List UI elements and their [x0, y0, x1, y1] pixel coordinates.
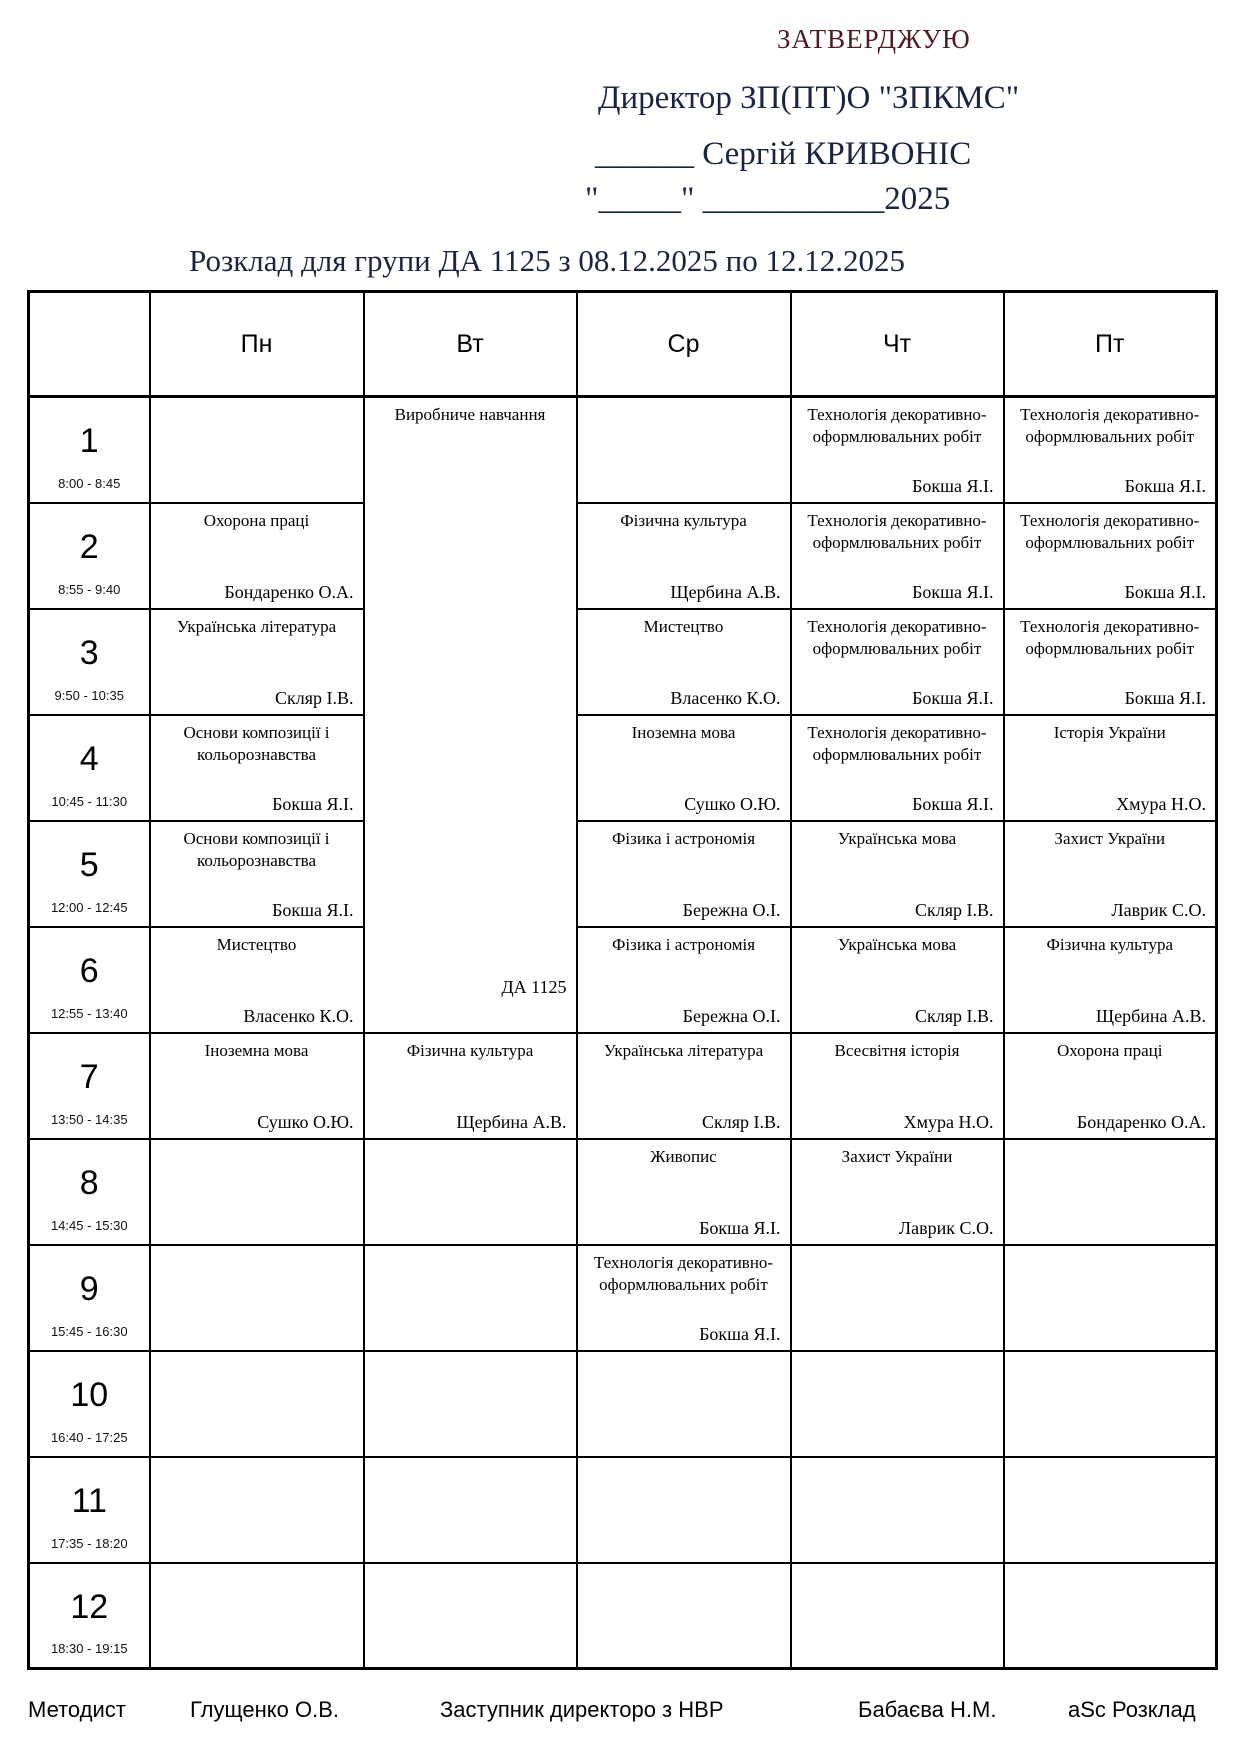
lesson-number: 2: [79, 527, 99, 566]
lesson-number-cell: [29, 1033, 150, 1139]
subject-label: Захист України: [841, 1146, 953, 1166]
schedule-cell: [791, 715, 1004, 821]
teacher-label: Власенко К.О.: [243, 1005, 354, 1026]
schedule-cell: [577, 927, 791, 1033]
lesson-number-cell: [29, 1245, 150, 1351]
schedule-cell: [1004, 503, 1217, 609]
schedule-cell: [150, 609, 364, 715]
table-row: [29, 927, 1217, 1033]
subject-label: Іноземна мова: [204, 1040, 309, 1060]
table-row: [29, 1563, 1217, 1669]
day-header-wed: Ср: [577, 292, 791, 397]
table-row: [29, 1457, 1217, 1563]
asc-schedule-label: aSc Розклад: [1068, 1697, 1196, 1722]
teacher-label: Бондаренко О.А.: [1076, 1111, 1206, 1132]
lesson-time: 8:55 - 9:40: [58, 581, 121, 597]
teacher-label: Скляр І.В.: [701, 1111, 781, 1132]
subject-label: Українська література: [176, 616, 337, 636]
teacher-label: Бокша Я.І.: [272, 793, 354, 814]
table-row: [29, 1351, 1217, 1457]
teacher-label: Бережна О.І.: [682, 899, 781, 920]
subject-label: Охорона праці: [203, 510, 310, 530]
teacher-label: Бережна О.І.: [682, 1005, 781, 1026]
subject-label: Фізична культура: [620, 510, 747, 530]
schedule-cell: [791, 1351, 1004, 1457]
table-row: [29, 1139, 1217, 1245]
subject-label: Технологія декоративно-оформлювальних робіт: [807, 616, 987, 658]
approve-stamp: ЗАТВЕРДЖУЮ: [777, 24, 971, 54]
lesson-number-cell: [29, 609, 150, 715]
subject-label: Живопис: [650, 1146, 717, 1166]
lesson-number: 5: [79, 845, 99, 884]
lesson-time: 9:50 - 10:35: [54, 687, 124, 703]
subject-label: Охорона праці: [1057, 1040, 1163, 1060]
schedule-cell: [150, 397, 364, 503]
footer: [0, 1697, 1241, 1727]
deputy-director-label: Заступник директоро з НВР: [440, 1697, 724, 1722]
lesson-number: 4: [79, 739, 99, 778]
day-header-row: [29, 292, 1217, 397]
schedule-cell: [364, 1033, 577, 1139]
teacher-label: Бокша Я.І.: [699, 1323, 781, 1344]
schedule-cell: [1004, 1245, 1217, 1351]
lesson-number-cell: [29, 1351, 150, 1457]
subject-label: Основи композиції і кольорознавства: [183, 722, 330, 764]
teacher-label: Хмура Н.О.: [1116, 793, 1206, 814]
subject-label: Технологія декоративно-оформлювальних робіт: [807, 722, 987, 764]
subject-label: Фізична культура: [1046, 934, 1174, 954]
schedule-cell: [150, 927, 364, 1033]
teacher-label: Бокша Я.І.: [699, 1217, 781, 1238]
schedule-cell: [577, 609, 791, 715]
teacher-label: Щербина А.В.: [1095, 1005, 1206, 1026]
schedule-cell: [150, 1563, 364, 1669]
director-signature-line: ______ Сергій КРИВОНІС: [595, 136, 972, 172]
teacher-label: Бокша Я.І.: [1124, 581, 1206, 602]
schedule-cell: [1004, 1563, 1217, 1669]
schedule-cell: [577, 1457, 791, 1563]
teacher-label: Бокша Я.І.: [272, 899, 354, 920]
schedule-cell: [1004, 821, 1217, 927]
lesson-number: 10: [70, 1375, 109, 1414]
teacher-label: Бондаренко О.А.: [224, 581, 354, 602]
lesson-number-cell: [29, 715, 150, 821]
schedule-cell: [791, 1139, 1004, 1245]
schedule-cell: [1004, 1457, 1217, 1563]
tuesday-merged-cell: [364, 397, 577, 1033]
schedule-cell: [150, 1457, 364, 1563]
teacher-label: Бокша Я.І.: [912, 581, 994, 602]
director-line: Директор ЗП(ПТ)О "ЗПКМС": [598, 80, 1020, 116]
teacher-label: Скляр І.В.: [914, 899, 994, 920]
subject-label: Фізична культура: [406, 1040, 534, 1060]
table-row: [29, 609, 1217, 715]
table-row: [29, 397, 1217, 503]
schedule-cell: [364, 1457, 577, 1563]
teacher-label: Скляр І.В.: [914, 1005, 994, 1026]
schedule-cell: [364, 1351, 577, 1457]
teacher-label: Хмура Н.О.: [903, 1111, 994, 1132]
group-label: ДА 1125: [501, 976, 567, 997]
lesson-number-cell: [29, 821, 150, 927]
schedule-cell: [791, 609, 1004, 715]
subject-label: Фізика і астрономія: [611, 934, 756, 954]
teacher-label: Бокша Я.І.: [912, 687, 994, 708]
lesson-number-cell: [29, 503, 150, 609]
schedule-cell: [577, 1563, 791, 1669]
schedule-cell: [791, 1563, 1004, 1669]
lesson-time: 16:40 - 17:25: [50, 1429, 128, 1445]
subject-label: Всесвітня історія: [834, 1040, 960, 1060]
subject-label: Технологія декоративно-оформлювальних робіт: [1020, 510, 1200, 552]
lesson-time: 13:50 - 14:35: [50, 1111, 128, 1127]
table-row: [29, 503, 1217, 609]
schedule-cell: [791, 927, 1004, 1033]
table-row: [29, 1245, 1217, 1351]
teacher-label: Бокша Я.І.: [912, 793, 994, 814]
lesson-number-cell: [29, 927, 150, 1033]
schedule-cell: [150, 1033, 364, 1139]
lesson-time: 14:45 - 15:30: [50, 1217, 128, 1233]
lesson-number-cell: [29, 397, 150, 503]
day-header-tue: Вт: [364, 292, 577, 397]
lesson-time: 12:00 - 12:45: [50, 899, 128, 915]
teacher-label: Бокша Я.І.: [1124, 687, 1206, 708]
schedule-cell: [1004, 1033, 1217, 1139]
schedule-cell: [150, 821, 364, 927]
lesson-number-cell: [29, 1457, 150, 1563]
lesson-number-cell: [29, 1139, 150, 1245]
teacher-label: Скляр І.В.: [274, 687, 354, 708]
deputy-director-name: Бабаєва Н.М.: [858, 1697, 997, 1722]
schedule-cell: [791, 1033, 1004, 1139]
teacher-label: Щербина А.В.: [670, 581, 781, 602]
subject-label: Українська мова: [837, 934, 957, 954]
schedule-cell: [1004, 609, 1217, 715]
corner-cell: [29, 292, 150, 397]
schedule-cell: [364, 1139, 577, 1245]
lesson-time: 18:30 - 19:15: [50, 1641, 128, 1656]
schedule-cell: [150, 1139, 364, 1245]
day-header-fri: Пт: [1004, 292, 1217, 397]
subject-label: Іноземна мова: [631, 722, 736, 742]
schedule-cell: [364, 1563, 577, 1669]
lesson-number: 6: [79, 951, 99, 990]
teacher-label: Бокша Я.І.: [912, 475, 994, 496]
teacher-label: Бокша Я.І.: [1124, 475, 1206, 496]
lesson-time: 8:00 - 8:45: [58, 475, 121, 491]
schedule-cell: [577, 397, 791, 503]
schedule-cell: [791, 1245, 1004, 1351]
subject-label: Захист України: [1054, 828, 1166, 848]
subject-label: Українська література: [603, 1040, 764, 1060]
schedule-cell: [150, 503, 364, 609]
lesson-time: 15:45 - 16:30: [50, 1323, 128, 1339]
lesson-number-cell: [29, 1563, 150, 1669]
lesson-number: 7: [79, 1057, 99, 1096]
subject-label: Технологія декоративно-оформлювальних робіт: [1020, 616, 1200, 658]
schedule-cell: [577, 715, 791, 821]
teacher-label: Сушко О.Ю.: [684, 793, 781, 814]
schedule-table: [27, 290, 1218, 1670]
lesson-time: 17:35 - 18:20: [50, 1535, 128, 1551]
schedule-cell: [364, 1245, 577, 1351]
schedule-cell: [1004, 927, 1217, 1033]
schedule-cell: [1004, 1351, 1217, 1457]
schedule-cell: [577, 821, 791, 927]
day-header-thu: Чт: [791, 292, 1004, 397]
schedule-cell: [150, 1245, 364, 1351]
lesson-number: 1: [79, 422, 99, 460]
schedule-cell: [577, 1033, 791, 1139]
table-row: [29, 715, 1217, 821]
subject-label: Технологія декоративно-оформлювальних робіт: [807, 510, 987, 552]
schedule-cell: [150, 715, 364, 821]
lesson-number: 8: [79, 1163, 99, 1202]
subject-label: Мистецтво: [643, 616, 724, 636]
schedule-cell: [150, 1351, 364, 1457]
subject-label: Українська мова: [837, 828, 957, 848]
date-line: "_____" ___________2025: [585, 181, 951, 217]
teacher-label: Сушко О.Ю.: [257, 1111, 354, 1132]
subject-label: Фізика і астрономія: [611, 828, 756, 848]
subject-label: Мистецтво: [216, 934, 297, 954]
lesson-time: 10:45 - 11:30: [51, 793, 128, 809]
teacher-label: Щербина А.В.: [456, 1111, 567, 1132]
teacher-label: Лаврик С.О.: [898, 1217, 994, 1238]
schedule-cell: [1004, 1139, 1217, 1245]
lesson-number: 3: [79, 633, 99, 672]
schedule-cell: [577, 503, 791, 609]
page-title: Розклад для групи ДА 1125 з 08.12.2025 по 12.12.2025: [189, 243, 905, 278]
teacher-label: Лаврик С.О.: [1111, 899, 1206, 920]
table-row: [29, 1033, 1217, 1139]
subject-label: Технологія декоративно-оформлювальних робіт: [1020, 405, 1200, 447]
schedule-cell: [577, 1351, 791, 1457]
schedule-cell: [577, 1245, 791, 1351]
schedule-cell: [791, 821, 1004, 927]
lesson-number: 9: [79, 1269, 99, 1308]
teacher-label: Власенко К.О.: [670, 687, 781, 708]
schedule-cell: [577, 1139, 791, 1245]
schedule-cell: [791, 503, 1004, 609]
schedule-cell: [1004, 397, 1217, 503]
lesson-number: 11: [71, 1481, 107, 1520]
table-row: [29, 821, 1217, 927]
day-header-mon: Пн: [150, 292, 364, 397]
schedule-cell: [1004, 715, 1217, 821]
subject-label: Технологія декоративно-оформлювальних робіт: [807, 405, 987, 447]
schedule-cell: [791, 1457, 1004, 1563]
methodist-label: Методист: [28, 1697, 126, 1722]
subject-label: Виробниче навчання: [394, 405, 546, 424]
subject-label: Історія України: [1053, 722, 1166, 742]
subject-label: Технологія декоративно-оформлювальних робіт: [593, 1252, 774, 1294]
lesson-number: 12: [70, 1587, 109, 1626]
methodist-name: Глущенко О.В.: [190, 1697, 339, 1722]
schedule-cell: [791, 397, 1004, 503]
subject-label: Основи композиції і кольорознавства: [183, 828, 330, 870]
lesson-time: 12:55 - 13:40: [50, 1005, 128, 1021]
